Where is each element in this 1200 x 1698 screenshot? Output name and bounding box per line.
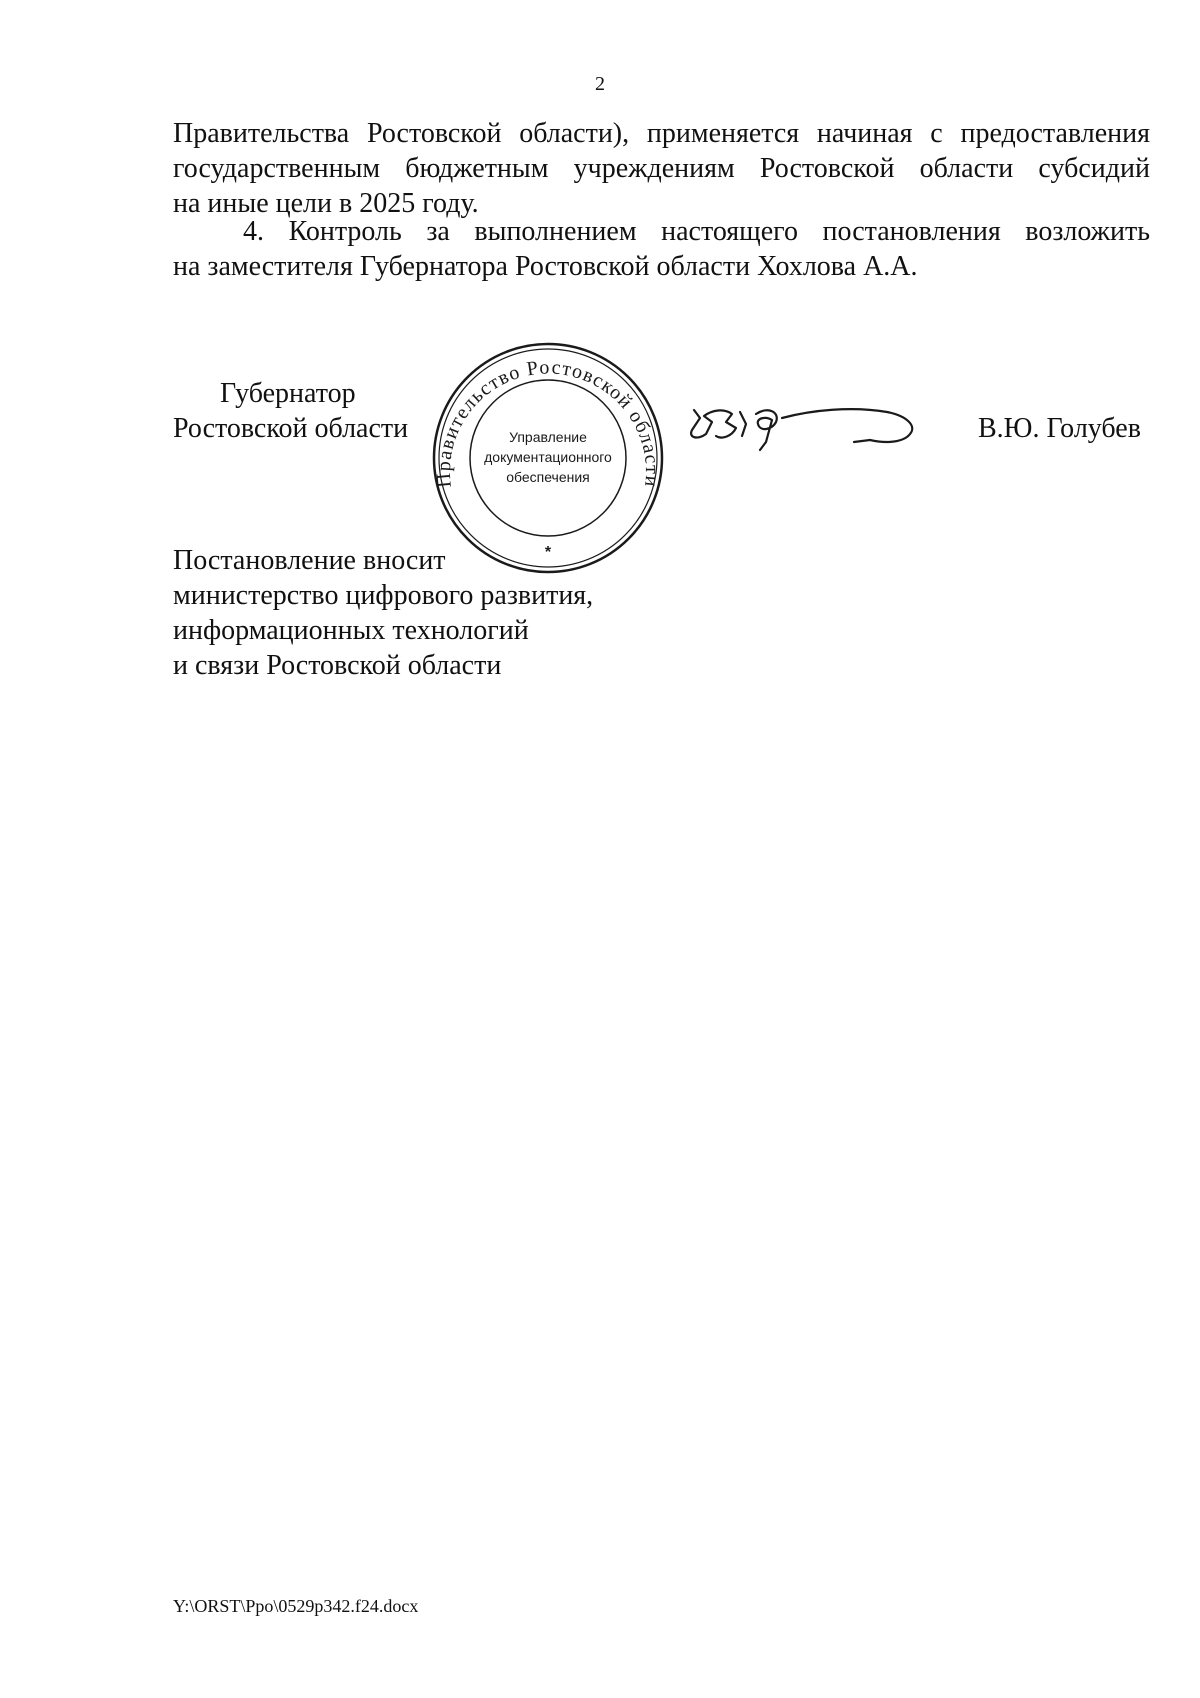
submitter-line: министерство цифрового развития,	[173, 580, 594, 611]
footer-file-path: Y:\ORST\Ppo\0529p342.f24.docx	[173, 1596, 419, 1616]
signer-name: В.Ю. Голубев	[978, 413, 1141, 444]
paragraph-continued	[173, 116, 1150, 221]
seal-inner-line: обеспечения	[506, 469, 590, 485]
official-seal	[432, 342, 664, 574]
submitter-line: информационных технологий	[173, 615, 529, 646]
submitter-line: Постановление вносит	[173, 545, 446, 576]
seal-inner-line: Управление	[509, 429, 587, 445]
handwritten-signature	[682, 392, 932, 462]
seal-star: *	[544, 544, 552, 561]
page-number: 2	[595, 73, 605, 95]
paragraph-item-4	[173, 214, 1150, 284]
submitter-note	[173, 543, 593, 683]
paragraph-line: государственным бюджетным учреждениям Ростовской области субсидий	[173, 153, 1150, 184]
governor-title-line: Губернатор	[220, 378, 356, 409]
submitter-line: и связи Ростовской области	[173, 650, 502, 681]
paragraph-line: на заместителя Губернатора Ростовской области Хохлова А.А.	[173, 251, 918, 282]
paragraph-line: Правительства Ростовской области), применяется начиная с предоставления	[173, 118, 1150, 149]
seal-inner-line: документационного	[484, 449, 612, 465]
seal-outer-text: Правительство Ростовской области	[432, 356, 664, 489]
governor-title	[173, 376, 408, 446]
paragraph-line: 4. Контроль за выполнением настоящего постановления возложить	[243, 216, 1150, 247]
paragraph-line: на иные цели в 2025 году.	[173, 188, 479, 219]
governor-title-line: Ростовской области	[173, 413, 409, 444]
